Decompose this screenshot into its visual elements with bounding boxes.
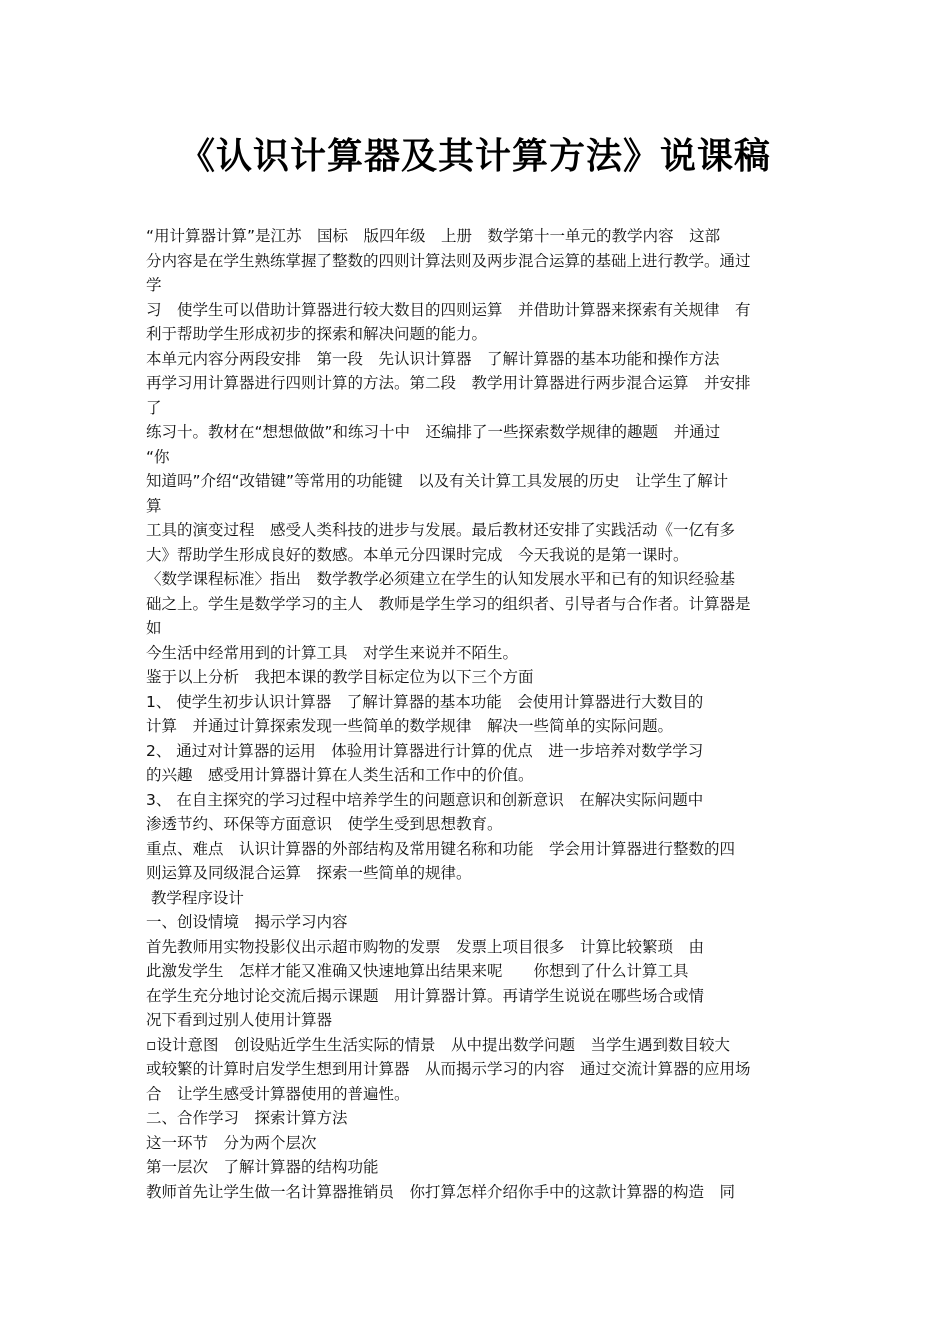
text-line: 的兴趣 感受用计算器计算在人类生活和工作中的价值。: [146, 766, 534, 784]
text-line: 如: [146, 619, 162, 637]
text-line: 首先教师用实物投影仪出示超市购物的发票 发票上项目很多 计算比较繁琐 由: [146, 937, 705, 956]
text-line: 2、 通过对计算器的运用 体验用计算器进行计算的优点 进一步培养对数学学习: [146, 741, 704, 760]
text-line: 〈数学课程标准〉指出 数学教学必须建立在学生的认知发展水平和已有的知识经验基: [146, 570, 736, 588]
document-title: 《认识计算器及其计算方法》说课稿: [178, 136, 771, 177]
text-line: 利于帮助学生形成初步的探索和解决问题的能力。: [146, 325, 488, 343]
document-body: [146, 224, 816, 1204]
text-line: 渗透节约、环保等方面意识 使学生受到思想教育。: [146, 815, 503, 833]
text-line: 分内容是在学生熟练掌握了整数的四则计算法则及两步混合运算的基础上进行教学。通过: [146, 251, 751, 270]
text-line: 本单元内容分两段安排 第一段 先认识计算器 了解计算器的基本功能和操作方法: [146, 349, 720, 368]
text-line: 学: [146, 276, 162, 294]
text-line: 合 让学生感受计算器使用的普遍性。: [146, 1084, 410, 1103]
text-line: 再学习用计算器进行四则计算的方法。第二段 教学用计算器进行两步混合运算 并安排: [146, 374, 751, 392]
text-line: 这一环节 分为两个层次: [146, 1133, 317, 1152]
text-line: 一、创设情境 揭示学习内容: [146, 913, 348, 931]
text-line: 大》帮助学生形成良好的数感。本单元分四课时完成 今天我说的是第一课时。: [146, 545, 689, 564]
text-line: 算: [146, 496, 162, 515]
text-line: 计算 并通过计算探索发现一些简单的数学规律 解决一些简单的实际问题。: [146, 717, 674, 735]
text-line: 则运算及同级混合运算 探索一些简单的规律。: [146, 864, 472, 882]
text-line: 了: [146, 398, 162, 417]
text-line: ▫设计意图 创设贴近学生生活实际的情景 从中提出数学问题 当学生遇到数目较大: [146, 1035, 731, 1054]
text-line: “你: [146, 447, 170, 466]
text-line: 知道吗”介绍“改错键”等常用的功能键 以及有关计算工具发展的历史 让学生了解计: [146, 472, 729, 490]
text-line: 教学程序设计: [146, 888, 244, 907]
text-line: 教师首先让学生做一名计算器推销员 你打算怎样介绍你手中的这款计算器的构造 同: [146, 1182, 736, 1201]
text-line: 3、 在自主探究的学习过程中培养学生的问题意识和创新意识 在解决实际问题中: [146, 790, 704, 809]
text-line: 工具的演变过程 感受人类科技的进步与发展。最后教材还安排了实践活动《一亿有多: [146, 521, 736, 539]
text-line: 练习十。教材在“想想做做”和练习十中 还编排了一些探索数学规律的趣题 并通过: [146, 423, 721, 441]
text-line: 或较繁的计算时启发学生想到用计算器 从而揭示学习的内容 通过交流计算器的应用场: [146, 1060, 751, 1078]
text-line: “用计算器计算”是江苏 国标 版四年级 上册 数学第十一单元的教学内容 这部: [146, 227, 721, 245]
text-line: 况下看到过别人使用计算器: [146, 1011, 333, 1029]
text-line: 重点、难点 认识计算器的外部结构及常用键名称和功能 学会用计算器进行整数的四: [146, 839, 736, 858]
text-line: 今生活中经常用到的计算工具 对学生来说并不陌生。: [146, 643, 519, 662]
text-line: 础之上。学生是数学学习的主人 教师是学生学习的组织者、引导者与合作者。计算器是: [146, 594, 751, 613]
text-line: 鉴于以上分析 我把本课的教学目标定位为以下三个方面: [146, 668, 534, 686]
text-line: 二、合作学习 探索计算方法: [146, 1109, 348, 1127]
text-line: 此激发学生 怎样才能又准确又快速地算出结果来呢 你想到了什么计算工具: [146, 962, 689, 980]
text-line: 习 使学生可以借助计算器进行较大数目的四则运算 并借助计算器来探索有关规律 有: [146, 300, 751, 319]
text-line: 第一层次 了解计算器的结构功能: [146, 1158, 379, 1176]
text-line: 1、 使学生初步认识计算器 了解计算器的基本功能 会使用计算器进行大数目的: [146, 692, 704, 711]
text-line: 在学生充分地讨论交流后揭示课题 用计算器计算。再请学生说说在哪些场合或情: [146, 986, 705, 1005]
